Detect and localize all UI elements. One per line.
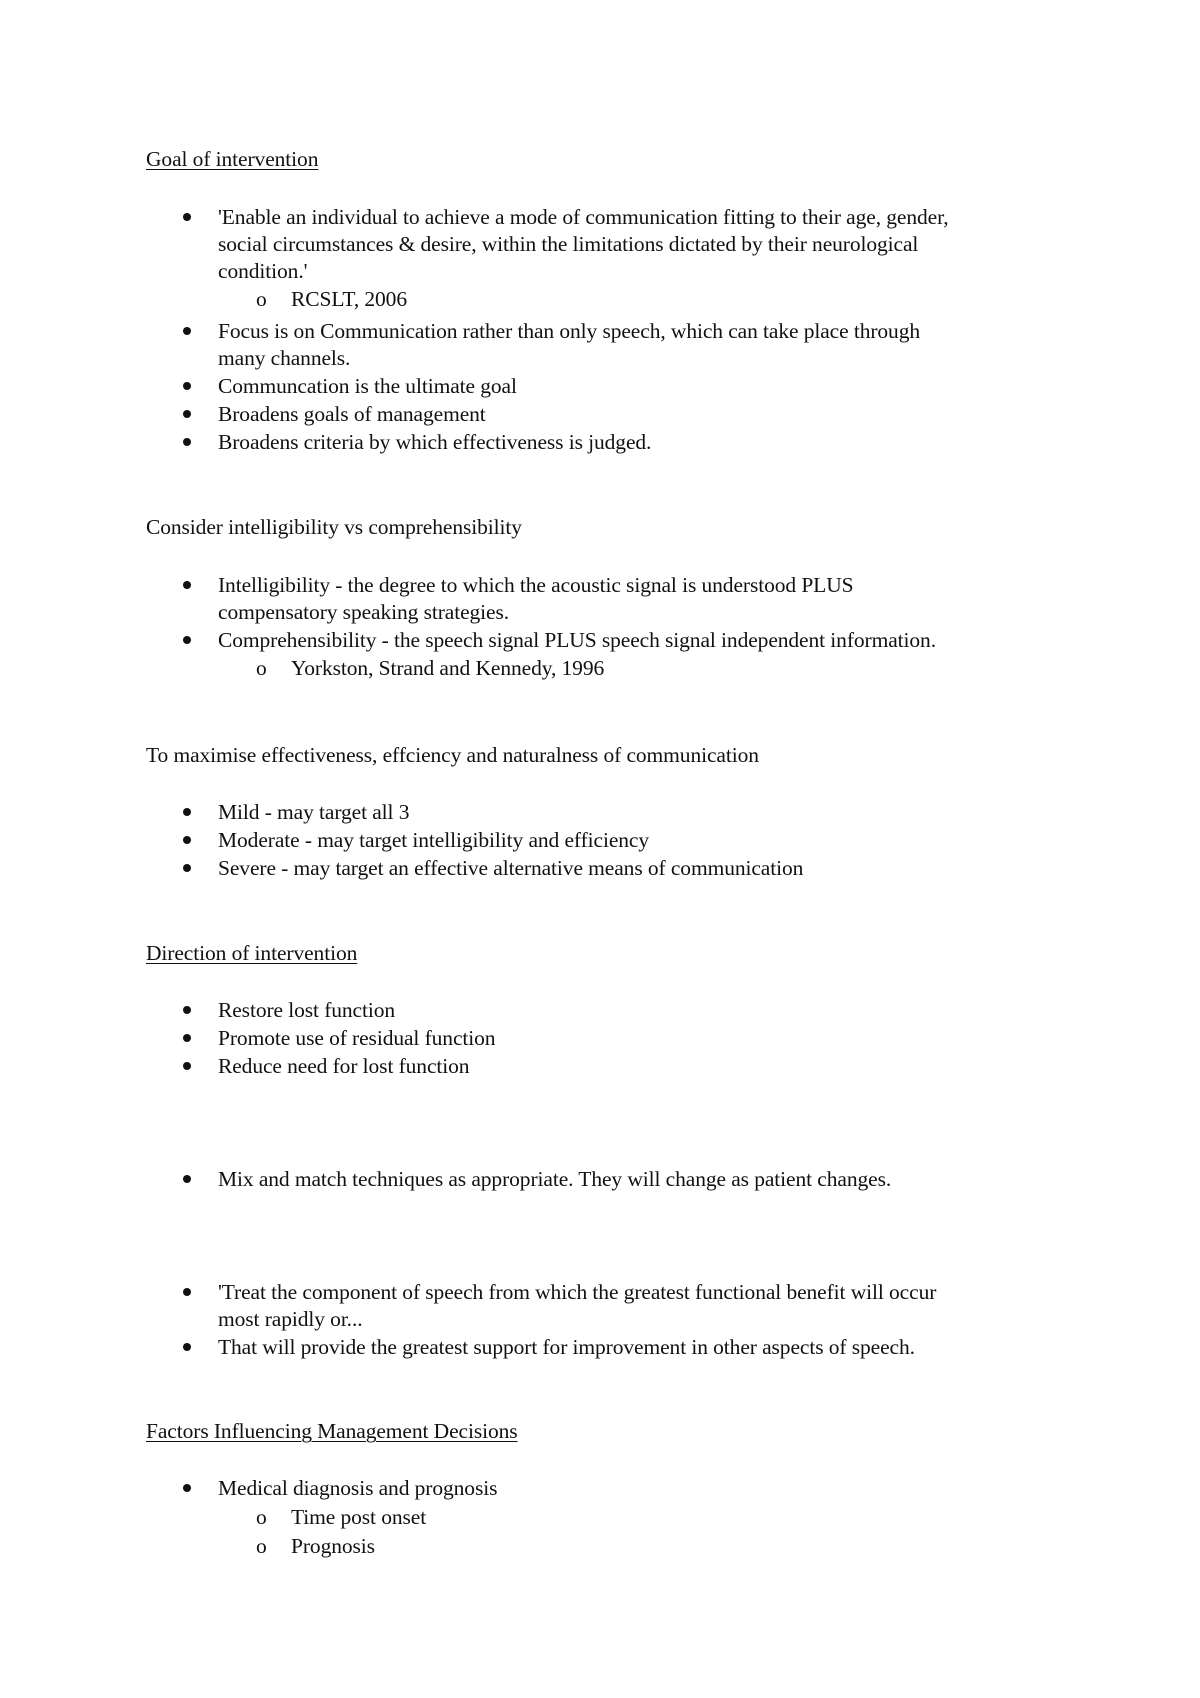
- list-item-text: 'Enable an individual to achieve a mode of communication fitting to their age, gender,: [218, 205, 949, 229]
- bullet-icon: [183, 1175, 191, 1183]
- bullet-icon: [183, 1288, 191, 1296]
- bullet-icon: [183, 1062, 191, 1070]
- section-heading-maximise: To maximise effectiveness, effciency and naturalness of communication: [146, 743, 759, 767]
- bullet-icon: [183, 327, 191, 335]
- list-item-text: condition.': [218, 259, 308, 283]
- bullet-icon: [183, 836, 191, 844]
- list-item-text: social circumstances & desire, within the limitations dictated by their neurological: [218, 232, 919, 256]
- list-item-text: That will provide the greatest support for improvement in other aspects of speech.: [218, 1335, 915, 1359]
- sub-bullet-icon: o: [256, 1505, 267, 1529]
- bullet-icon: [183, 581, 191, 589]
- list-item-text: compensatory speaking strategies.: [218, 600, 510, 624]
- list-subitem-text: Time post onset: [291, 1505, 427, 1529]
- bullet-icon: [183, 1484, 191, 1492]
- list-item-text: Reduce need for lost function: [218, 1054, 470, 1078]
- list-item-text: Mild - may target all 3: [218, 800, 410, 824]
- list-subitem-text: Prognosis: [291, 1534, 375, 1558]
- bullet-icon: [183, 410, 191, 418]
- sub-bullet-icon: o: [256, 1534, 267, 1558]
- section-heading-goal: Goal of intervention: [146, 147, 319, 171]
- list-item-text: Intelligibility - the degree to which the acoustic signal is understood PLUS: [218, 573, 854, 597]
- list-item-text: most rapidly or...: [218, 1307, 363, 1331]
- list-item-text: Medical diagnosis and prognosis: [218, 1476, 498, 1500]
- list-item-text: 'Treat the component of speech from which the greatest functional benefit will occur: [218, 1280, 937, 1304]
- bullet-icon: [183, 1034, 191, 1042]
- bullet-icon: [183, 636, 191, 644]
- citation-text: Yorkston, Strand and Kennedy, 1996: [291, 656, 605, 680]
- bullet-icon: [183, 213, 191, 221]
- bullet-icon: [183, 864, 191, 872]
- list-item-text: Comprehensibility - the speech signal PLUS speech signal independent information.: [218, 628, 936, 652]
- sub-bullet-icon: o: [256, 656, 267, 680]
- bullet-icon: [183, 438, 191, 446]
- list-item-text: Severe - may target an effective alternative means of communication: [218, 856, 804, 880]
- section-heading-intelligibility: Consider intelligibility vs comprehensibility: [146, 515, 522, 539]
- list-item-text: Promote use of residual function: [218, 1026, 496, 1050]
- list-item-text: Moderate - may target intelligibility and efficiency: [218, 828, 650, 852]
- bullet-icon: [183, 1006, 191, 1014]
- list-item-text: Restore lost function: [218, 998, 396, 1022]
- section-heading-direction: Direction of intervention: [146, 941, 358, 965]
- citation-text: RCSLT, 2006: [291, 287, 407, 311]
- sub-bullet-icon: o: [256, 287, 267, 311]
- list-item-text: Broadens criteria by which effectiveness is judged.: [218, 430, 652, 454]
- section-heading-factors: Factors Influencing Management Decisions: [146, 1419, 518, 1443]
- list-item-text: many channels.: [218, 346, 351, 370]
- list-item-text: Focus is on Communication rather than only speech, which can take place through: [218, 319, 921, 343]
- list-item-text: Communcation is the ultimate goal: [218, 374, 517, 398]
- list-item-text: Mix and match techniques as appropriate. They will change as patient changes.: [218, 1167, 892, 1191]
- bullet-icon: [183, 382, 191, 390]
- bullet-icon: [183, 808, 191, 816]
- list-item-text: Broadens goals of management: [218, 402, 486, 426]
- bullet-icon: [183, 1343, 191, 1351]
